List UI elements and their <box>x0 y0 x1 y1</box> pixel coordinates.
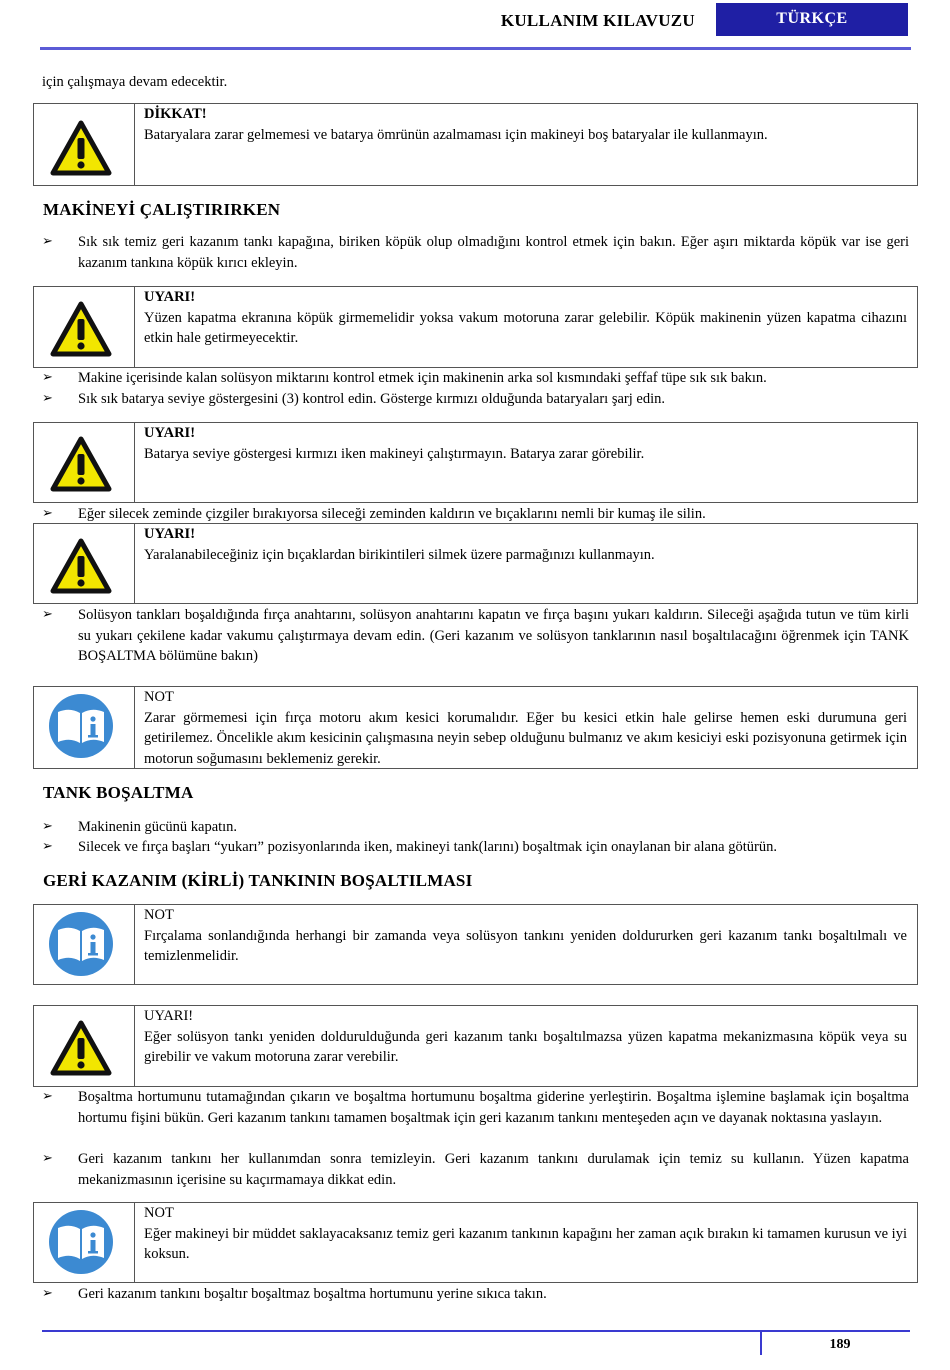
box-title: NOT <box>144 1205 174 1221</box>
box-text: Eğer makineyi bir müddet saklayacaksanız temiz geri kazanım tankının kapağını her zaman açık bırakın ki tamamen kurusun ve iyi koksun. <box>144 1225 907 1262</box>
header-divider <box>40 47 911 50</box>
box-title: NOT <box>144 689 174 705</box>
note-box <box>33 904 918 985</box>
bullet-arrow-icon: ➢ <box>42 370 53 385</box>
box-content <box>144 687 907 769</box>
warning-box <box>33 1005 918 1087</box>
warning-triangle-icon <box>50 1020 112 1076</box>
bullet-arrow-icon: ➢ <box>42 1286 53 1301</box>
icon-cell <box>34 687 135 768</box>
box-title: DİKKAT! <box>144 106 207 122</box>
footer-divider <box>42 1330 910 1332</box>
box-text: Fırçalama sonlandığında herhangi bir zamanda veya solüsyon tankını yeniden doldururken geri kazanım tankı boşaltılmalı ve temizlenmelidir. <box>144 927 907 964</box>
list-item-text: Makine içerisinde kalan solüsyon miktarını kontrol etmek için makinenin arka sol kısmındaki şeffaf tüpe sık sık bakın. <box>78 370 767 386</box>
icon-cell <box>34 287 135 367</box>
page-number: 189 <box>829 1337 851 1352</box>
box-title: UYARI! <box>144 425 196 441</box>
warning-triangle-icon <box>50 436 112 492</box>
bullet-arrow-icon: ➢ <box>42 1151 53 1166</box>
list-item-text: Makinenin gücünü kapatın. <box>78 819 238 835</box>
list-item-text: Solüsyon tankları boşaldığında fırça anahtarını, solüsyon anahtarını kapatın ve fırça başını yukarı kaldırın. Sileceği aşağıda tutun ve tüm kirli su yukarı çekilene kadar vakumu çalıştırmaya devam edin. (Geri kazanım ve solüsyon tanklarının nasıl boşaltılacağını öğrenmek için TANK BOŞALTMA bölümüne bakın) <box>78 607 909 664</box>
intro-line: için çalışmaya devam edecektir. <box>42 74 228 90</box>
icon-cell <box>34 423 135 502</box>
box-text: Bataryalara zarar gelmemesi ve batarya ömrünün azalmaması için makineyi boş bataryalar ile kullanmayın. <box>144 126 768 143</box>
bullet-arrow-icon: ➢ <box>42 839 53 854</box>
box-content <box>144 905 907 967</box>
box-content <box>144 1006 907 1068</box>
manual-info-icon <box>48 693 114 759</box>
box-title: NOT <box>144 907 174 923</box>
icon-cell <box>34 1006 135 1086</box>
box-content <box>144 287 907 349</box>
icon-cell <box>34 524 135 603</box>
list-item-text: Eğer silecek zeminde çizgiler bırakıyorsa sileceği zeminden kaldırın ve bıçaklarını nemli bir kumaş ile silin. <box>78 506 706 522</box>
footer-separator <box>760 1331 762 1355</box>
box-content <box>144 104 907 145</box>
box-text: Batarya seviye göstergesi kırmızı iken makineyi çalıştırmayın. Batarya zarar görebilir. <box>144 445 645 462</box>
manual-info-icon <box>48 1209 114 1275</box>
list-item-text: Boşaltma hortumunu tutamağından çıkarın ve boşaltma hortumunu boşaltma giderine yerleştirin. Boşaltma işlemine başlamak için boşaltma hortumu fişini bükün. Geri kazanım tankını tamamen boşaltmak için geri kazanım tankını menteşeden açın ve dayanak noktasına yaslayın. <box>78 1089 909 1126</box>
box-text: Yüzen kapatma ekranına köpük girmemelidir yoksa vakum motoruna zarar gelebilir. Köpük makinenin yüzen kapatma cihazını etkin hale getirmeyecektir. <box>144 309 907 346</box>
icon-cell <box>34 104 135 185</box>
box-content <box>144 1203 907 1265</box>
bullet-arrow-icon: ➢ <box>42 1089 53 1104</box>
box-text: Zarar görmemesi için fırça motoru akım kesici korumalıdır. Eğer bu kesici etkin hale gelirse hemen eski durumuna geri getirilemez. Öncelikle akım kesicinin çalışmasına neyin sebep olduğunu bulmanız ve akım kesiciyi eski pozisyonuna getirmek için motorun soğumasını beklemeniz gerekir. <box>144 709 907 767</box>
box-content <box>144 423 907 464</box>
box-content <box>144 524 907 565</box>
warning-triangle-icon <box>50 120 112 176</box>
warning-box <box>33 286 918 368</box>
bullet-arrow-icon: ➢ <box>42 391 53 406</box>
box-text: Yaralanabileceğiniz için bıçaklardan birikintileri silmek üzere parmağınızı kullanmayın. <box>144 546 655 563</box>
bullet-arrow-icon: ➢ <box>42 234 53 249</box>
section-heading-recovery-tank: GERİ KAZANIM (KİRLİ) TANKININ BOŞALTILMASI <box>43 871 473 890</box>
icon-cell <box>34 1203 135 1282</box>
bullet-arrow-icon: ➢ <box>42 819 53 834</box>
manual-info-icon <box>48 911 114 977</box>
list-item-text: Silecek ve fırça başları “yukarı” pozisyonlarında iken, makineyi tank(larını) boşaltmak için onaylanan bir alana götürün. <box>78 839 777 855</box>
box-title: UYARI! <box>144 1008 194 1024</box>
list-item-text: Sık sık temiz geri kazanım tankı kapağına, biriken köpük olup olmadığını kontrol etmek için bakın. Eğer aşırı miktarda köpük var ise geri kazanım tankına köpük kırıcı ekleyin. <box>78 234 909 271</box>
caution-box <box>33 103 918 186</box>
icon-cell <box>34 905 135 984</box>
manual-title: KULLANIM KILAVUZU <box>500 11 695 30</box>
bullet-arrow-icon: ➢ <box>42 506 53 521</box>
note-box <box>33 1202 918 1283</box>
warning-box <box>33 523 918 604</box>
language-badge: TÜRKÇE <box>716 3 908 36</box>
warning-triangle-icon <box>50 538 112 594</box>
note-box <box>33 686 918 769</box>
box-text: Eğer solüsyon tankı yeniden doldurulduğunda geri kazanım tankı boşaltılmazsa yüzen kapatma mekanizmasına köpük veya su girebilir ve vakum motoruna zarar verebilir. <box>144 1028 907 1065</box>
section-heading-tank-drain: TANK BOŞALTMA <box>43 783 194 802</box>
list-item-text: Sık sık batarya seviye göstergesini (3) kontrol edin. Gösterge kırmızı olduğunda bataryaları şarj edin. <box>78 391 665 407</box>
list-item-text: Geri kazanım tankını her kullanımdan sonra temizleyin. Geri kazanım tankını durulamak için temiz su kullanın. Yüzen kapatma mekanizmasının içerisine su kaçırmamaya dikkat edin. <box>78 1151 909 1188</box>
box-title: UYARI! <box>144 526 196 542</box>
bullet-arrow-icon: ➢ <box>42 607 53 622</box>
warning-box <box>33 422 918 503</box>
box-title: UYARI! <box>144 289 196 305</box>
list-item-text: Geri kazanım tankını boşaltır boşaltmaz boşaltma hortumunu yerine sıkıca takın. <box>78 1286 547 1302</box>
section-heading-operating: MAKİNEYİ ÇALIŞTIRIRKEN <box>43 200 281 219</box>
warning-triangle-icon <box>50 301 112 357</box>
